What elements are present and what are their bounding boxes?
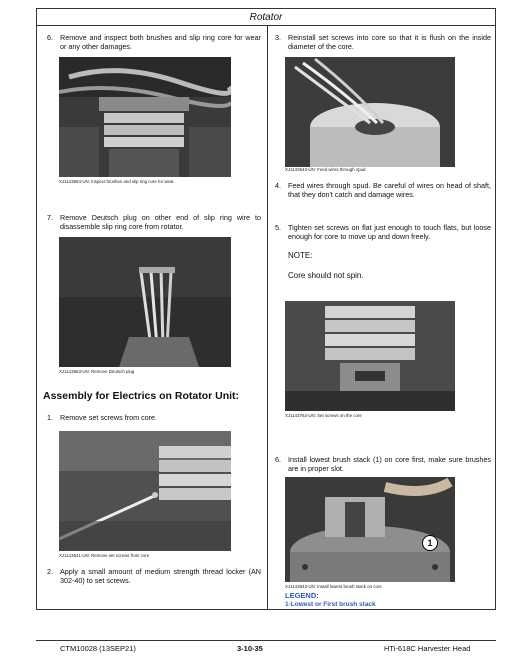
photo-feed-wires [285,57,455,167]
right-step-6 [275,455,491,473]
right-step-4 [275,181,491,199]
page-frame [36,8,496,610]
step-number: 2. [47,567,53,576]
note-label: NOTE: [288,251,313,260]
photo-caption: XJ1143762-UN: Set screws on the core [285,413,362,418]
left-step-6 [47,33,261,51]
footer-doc-id: CTM10028 (13SEP21) [60,644,136,653]
photo-caption: XJ1143663-UN: Remove Deutsch plug [59,369,135,374]
right-step-5 [275,223,491,241]
note-text: Core should not spin. [288,271,364,280]
step-number: 3. [275,33,281,42]
step-number: 6. [47,33,53,42]
callout-1: 1 [422,535,438,551]
step-text: Remove Deutsch plug on other end of slip ring wire to disassemble slip ring core from rotator. [60,213,261,231]
footer-product: HTi-618C Harvester Head [384,644,471,653]
step-number: 6. [275,455,281,464]
step-text: Reinstall set screws into core so that it is flush on the inside diameter of the core. [288,33,491,51]
step-text: Remove set screws from core. [60,413,158,422]
step-number: 5. [275,223,281,232]
step-number: 7. [47,213,53,222]
legend-title: LEGEND: [285,591,319,600]
right-step-3 [275,33,491,51]
left-step-7 [47,213,261,231]
photo-caption: XJ1143641-UN: Remove set screws from core [59,553,150,558]
step-number: 1. [47,413,53,422]
legend-item: 1-Lowest or First brush stack [285,601,376,608]
header-rule [37,25,495,26]
step-text: Apply a small amount of medium strength thread locker (AN 302-40) to set screws. [60,567,261,585]
assembly-heading: Assembly for Electrics on Rotator Unit: [43,390,240,402]
step-text: Remove and inspect both brushes and slip ring core for wear or any other damages. [60,33,261,51]
left-step-1 [47,413,261,422]
photo-set-screws-core [285,301,455,411]
photo-caption: XJ1143643-UN: Install lowest brush stack on core [285,584,382,589]
photo-brushes-slip-ring [59,57,231,177]
photo-deutsch-plug [59,237,231,367]
footer-page-number: 3-10-35 [237,644,263,653]
section-title: Rotator [249,12,283,23]
photo-brush-stack [285,477,455,582]
step-text: Tighten set screws on flat just enough to touch flats, but loose enough for core to move up and down freely. [288,223,491,241]
step-number: 4. [275,181,281,190]
left-step-2 [47,567,261,585]
footer-rule [36,640,496,641]
photo-caption: XJ1143643-UN: Feed wires through spud [285,167,366,172]
step-text: Install lowest brush stack (1) on core first, make sure brushes are in proper slot. [288,455,491,473]
step-text: Feed wires through spud. Be careful of wires on head of shaft, that they don't catch and damage wires. [288,181,491,199]
photo-set-screws-removal [59,431,231,551]
column-divider [267,26,268,609]
photo-caption: XJ1143664-UN: Inspect brushes and slip ring core for wear [59,179,174,184]
